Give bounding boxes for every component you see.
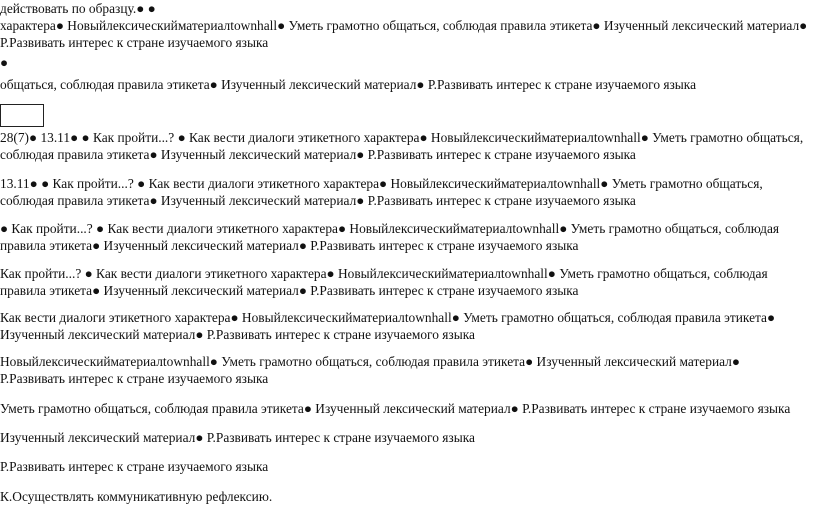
- bullet-line: ●: [0, 55, 9, 70]
- text-line-7: Как пройти...? ● Как вести диалоги этикетного характера● Новыйлексическийматериалtownhall● Уметь грамотно общаться, соблюдая правила этикета● Изученный лексический материал● Р.Развивать интерес к стране изучаемого языка: [0, 266, 768, 298]
- text-line-13: К.Осуществлять коммуникативную рефлексию.: [0, 489, 273, 504]
- text-line-11: Изученный лексический материал● Р.Развивать интерес к стране изучаемого языка: [0, 430, 475, 445]
- text-line-5: 13.11● ● Как пройти...? ● Как вести диалоги этикетного характера● Новыйлексическийматериалtownhall● Уметь грамотно общаться, соблюдая правила этикета● Изученный лексический материал● Р.Развивать интерес к стране изучаемого языка: [0, 176, 763, 208]
- empty-box: [0, 104, 44, 127]
- text-line-10: Уметь грамотно общаться, соблюдая правила этикета● Изученный лексический материал● Р.Развивать интерес к стране изучаемого языка: [0, 401, 791, 416]
- text-line-2: характера● Новыйлексическийматериалtownhall● Уметь грамотно общаться, соблюдая правила этикета● Изученный лексический материал● Р.Развивать интерес к стране изучаемого языка: [0, 18, 808, 50]
- text-line-1: действовать по образцу.● ●: [0, 1, 156, 16]
- text-line-6: ● Как пройти...? ● Как вести диалоги этикетного характера● Новыйлексическийматериалtownhall● Уметь грамотно общаться, соблюдая правила этикета● Изученный лексический материал● Р.Развивать интерес к стране изучаемого языка: [0, 221, 780, 253]
- text-line-12: Р.Развивать интерес к стране изучаемого языка: [0, 459, 269, 474]
- text-line-4: 28(7)● 13.11● ● Как пройти...? ● Как вести диалоги этикетного характера● Новыйлексическийматериалtownhall● Уметь грамотно общаться, соблюдая правила этикета● Изученный лексический материал● Р.Развивать интерес к стране изучаемого языка: [0, 130, 804, 162]
- text-line-3: общаться, соблюдая правила этикета● Изученный лексический материал● Р.Развивать интерес к стране изучаемого языка: [0, 77, 697, 92]
- text-line-8: Как вести диалоги этикетного характера● Новыйлексическийматериалtownhall● Уметь грамотно общаться, соблюдая правила этикета● Изученный лексический материал● Р.Развивать интерес к стране изучаемого языка: [0, 310, 776, 342]
- text-line-9: Новыйлексическийматериалtownhall● Уметь грамотно общаться, соблюдая правила этикета● Изученный лексический материал● Р.Развивать интерес к стране изучаемого языка: [0, 354, 740, 386]
